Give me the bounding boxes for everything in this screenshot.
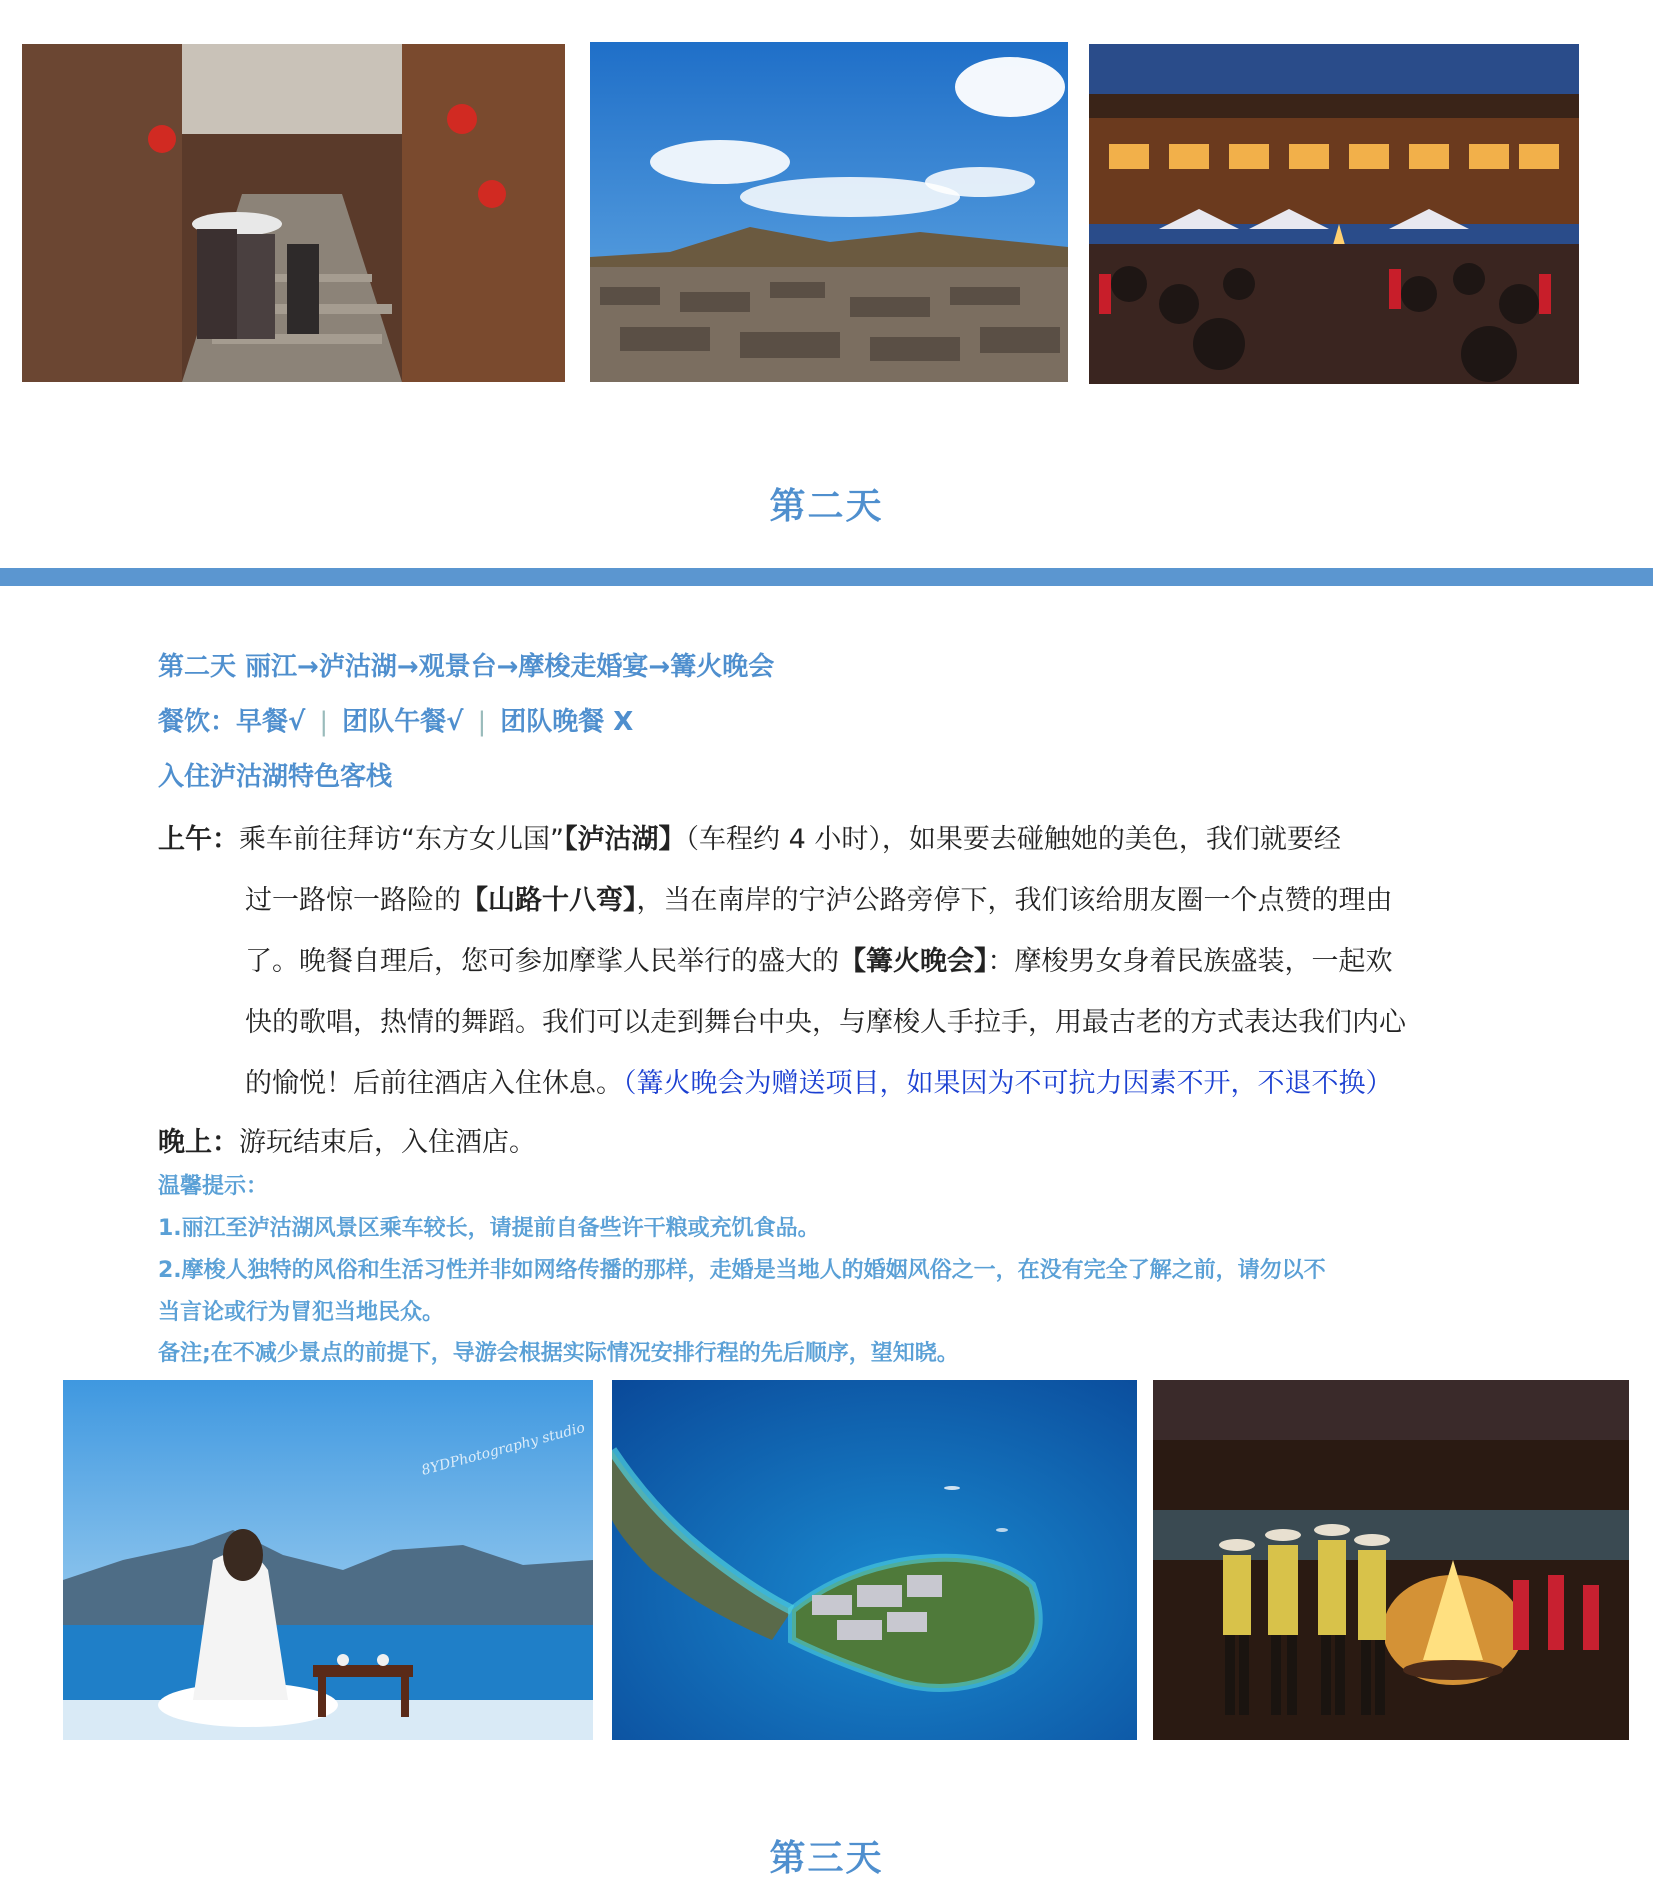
morning-line-3	[245, 939, 1393, 978]
tip-2-line-2: 当言论或行为冒犯当地民众。	[158, 1300, 445, 1325]
tip-1: 1.丽江至泸沽湖风景区乘车较长，请提前自备些许干粮或充饥食品。	[158, 1216, 820, 1241]
tips-remark: 备注;在不减少景点的前提下，导游会根据实际情况安排行程的先后顺序，望知晓。	[158, 1341, 959, 1366]
meals-label: 餐饮：	[158, 707, 237, 737]
morning-text: 的愉悦！后前往酒店入住休息。	[245, 1068, 623, 1099]
morning-line-4: 快的歌唱，热情的舞蹈。我们可以走到舞台中央，与摩梭人手拉手，用最古老的方式表达我们内心	[245, 1007, 1406, 1038]
day2-heading: 第二天	[769, 486, 884, 527]
morning-text: ：摩梭男女身着民族盛装，一起欢	[987, 946, 1393, 977]
morning-line-5	[245, 1061, 1393, 1100]
evening-text: 游玩结束后，入住酒店。	[239, 1127, 536, 1158]
evening-label: 晚上：	[158, 1127, 239, 1158]
bonfire-gift-note: （篝火晚会为赠送项目，如果因为不可抗力因素不开，不退不换）	[623, 1068, 1393, 1099]
section-divider	[0, 568, 1653, 586]
photo-watermark: 8YDPhotography studio	[419, 1419, 587, 1479]
meal-lunch: 团队午餐√	[342, 707, 464, 737]
morning-line-1	[158, 817, 1341, 856]
day2-accommodation: 入住泸沽湖特色客栈	[158, 762, 393, 792]
bonfire-dance-night-photo	[1153, 1380, 1629, 1740]
highlight-bonfire-party: 【篝火晚会】	[839, 946, 988, 977]
day2-meals	[158, 701, 633, 738]
morning-text: 过一路惊一路险的	[245, 885, 461, 916]
morning-text: ，当在南岸的宁泸公路旁停下，我们该给朋友圈一个点赞的理由	[636, 885, 1393, 916]
highlight-lugu-lake: 【泸沽湖】	[563, 824, 686, 855]
tips-title: 温馨提示：	[158, 1174, 269, 1199]
meal-breakfast: 早餐√	[236, 707, 306, 737]
lijiang-old-town-alley-photo	[22, 44, 565, 382]
meal-dinner: 团队晚餐 X	[500, 707, 634, 737]
meal-separator: |	[319, 707, 329, 737]
tip-2-line-1: 2.摩梭人独特的风俗和生活习性并非如网络传播的那样，走婚是当地人的婚姻风俗之一，在没有完全了解之前，请勿以不	[158, 1258, 1326, 1283]
lijiang-rooftops-blue-sky-photo	[590, 42, 1068, 382]
meal-separator: |	[477, 707, 487, 737]
night-bonfire-square-crowd-photo	[1089, 44, 1579, 384]
day3-heading: 第三天	[769, 1838, 884, 1879]
lugu-lake-girl-white-dress-photo	[63, 1380, 593, 1740]
highlight-mountain-road: 【山路十八弯】	[461, 885, 637, 916]
morning-label: 上午：	[158, 824, 239, 855]
day2-route: 第二天 丽江→泸沽湖→观景台→摩梭走婚宴→篝火晚会	[158, 652, 775, 682]
morning-line-2	[245, 878, 1393, 917]
morning-text: 了。晚餐自理后，您可参加摩挲人民举行的盛大的	[245, 946, 839, 977]
morning-text: （车程约 4 小时），如果要去碰触她的美色，我们就要经	[685, 824, 1341, 855]
evening-line	[158, 1120, 536, 1159]
morning-text: 乘车前往拜访“东方女儿国”	[239, 824, 564, 855]
lugu-lake-aerial-island-photo	[612, 1380, 1137, 1740]
